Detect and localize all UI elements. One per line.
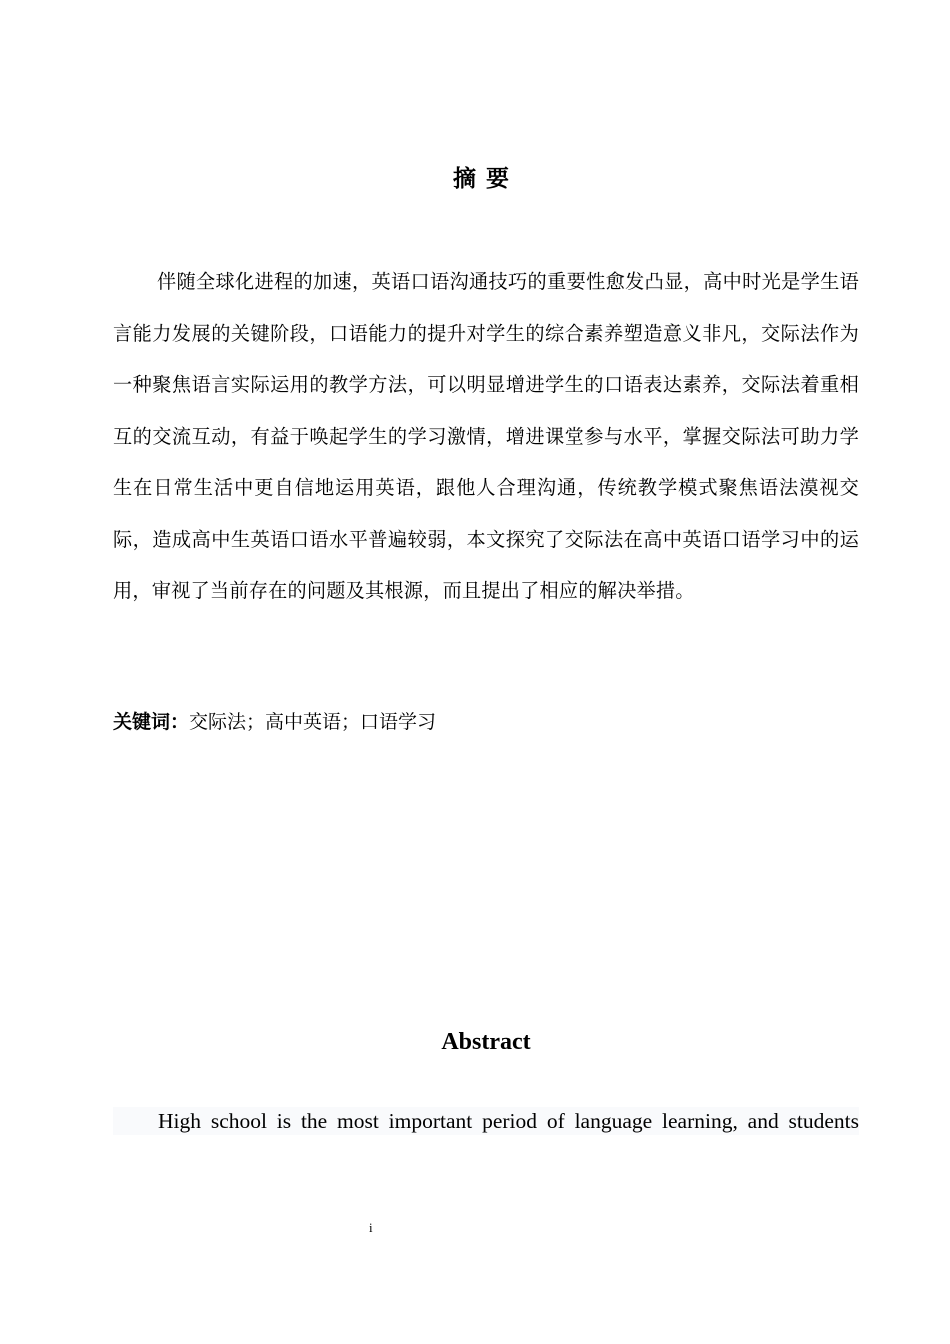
page-number: i [369,1220,373,1235]
chinese-keywords [113,704,436,740]
keywords-values: 交际法；高中英语；口语学习 [189,711,437,733]
chinese-abstract-title: 摘要 [453,166,519,193]
chinese-abstract-body: 伴随全球化进程的加速，英语口语沟通技巧的重要性愈发凸显，高中时光是学生语言能力发展的关键阶段，口语能力的提升对学生的综合素养塑造意义非凡，交际法作为一种聚焦语言实际运用的教学方法，可以明显增进学生的口语表达素养，交际法着重相互的交流互动，有益于唤起学生的学习激情，增进课堂参与水平，掌握交际法可助力学生在日常生活中更自信地运用英语，跟他人合理沟通，传统教学模式聚焦语法漠视交际，造成高中生英语口语水平普遍较弱，本文探究了交际法在高中英语口语学习中的运用，审视了当前存在的问题及其根源，而且提出了相应的解决举措。 [113,270,859,602]
english-abstract-title: Abstract [441,1028,531,1055]
keywords-label: 关键词： [113,711,190,733]
english-abstract-body: High school is the most important period of language learning, and students [113,1107,859,1135]
